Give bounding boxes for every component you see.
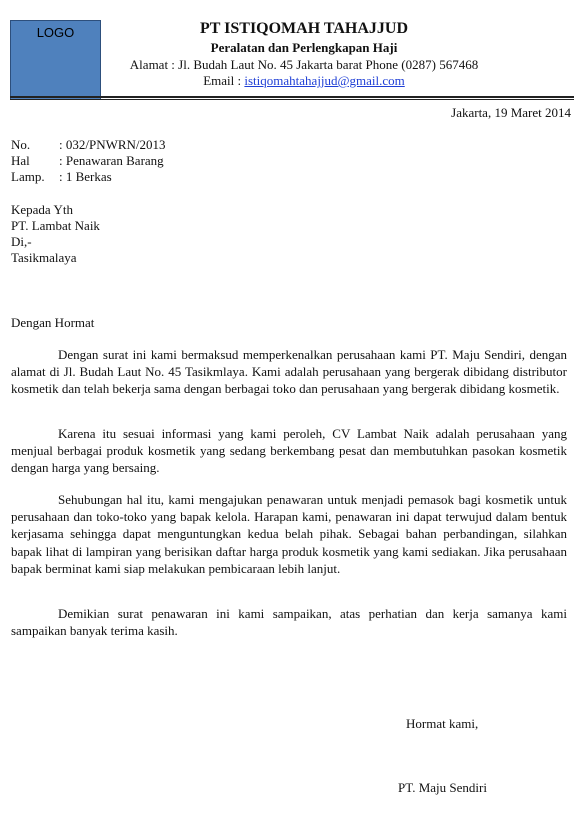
meta-row-number (11, 137, 166, 153)
recipient-line: PT. Lambat Naik (11, 218, 100, 233)
letter-date: Jakarta, 19 Maret 2014 (451, 105, 571, 120)
recipient-line: Tasikmalaya (11, 250, 77, 265)
body-paragraph: Dengan surat ini kami bermaksud memperkenalkan perusahaan kami PT. Maju Sendiri, dengan alamat di Jl. Budah Laut No. 45 Tasikmlaya. Kami adalah perusahaan yang bergerak dibidang distributor kosmetik dan telah bekerja sama dengan berbagai toko dan perusahaan yang bergerak dibidang kosmetik. (11, 347, 567, 397)
body-paragraph: Demikian surat penawaran ini kami sampaikan, atas perhatian dan kerja samanya kami sampaikan banyak terima kasih. (11, 606, 567, 639)
meta-value: : 1 Berkas (59, 169, 112, 184)
company-tagline: Peralatan dan Perlengkapan Haji (210, 40, 398, 55)
header-rule-thin (10, 99, 574, 100)
email-link[interactable]: istiqomahtahajjud@gmail.com (244, 73, 405, 88)
recipient-line: Di,- (11, 234, 32, 249)
logo-text: LOGO (36, 25, 75, 40)
company-email-line (98, 73, 510, 89)
company-name: PT ISTIQOMAH TAHAJJUD (199, 20, 409, 37)
body-paragraph: Sehubungan hal itu, kami mengajukan penawaran untuk menjadi pemasok bagi kosmetik untuk perusahaan dan toko-toko yang bapak kelola. Harapan kami, penawaran ini dapat terwujud dalam bentuk kerjasama sehingga dapat menguntungkan kedua belah pihak. Sebagai bahan perbandingan, silahkan bapak lihat di lampiran yang berisikan daftar harga produk kosmetik yang kami sediakan. Jika perusahaan bapak berminat kami siap melakukan pembicaraan lebih lanjut. (11, 492, 567, 576)
body-paragraph: Karena itu sesuai informasi yang kami peroleh, CV Lambat Naik adalah perusahaan yang menjual berbagai produk kosmetik yang sedang berkembang pesat dan membutuhkan pasokan kosmetik dengan harga yang bersaing. (11, 426, 567, 476)
meta-label: Lamp. (11, 169, 45, 184)
meta-row-subject (11, 153, 164, 169)
company-address: Alamat : Jl. Budah Laut No. 45 Jakarta barat Phone (0287) 567468 (129, 57, 479, 72)
meta-value: : Penawaran Barang (59, 153, 164, 168)
closing: Hormat kami, (406, 716, 479, 731)
logo-placeholder (10, 20, 101, 100)
email-label: Email : (203, 73, 245, 88)
signature: PT. Maju Sendiri (398, 780, 487, 795)
salutation: Dengan Hormat (11, 315, 95, 330)
meta-value: : 032/PNWRN/2013 (59, 137, 166, 152)
meta-label: No. (11, 137, 31, 152)
meta-row-attachment (11, 169, 112, 185)
meta-label: Hal (11, 153, 30, 168)
recipient-line: Kepada Yth (11, 202, 73, 217)
header-rule-thick (10, 96, 574, 98)
